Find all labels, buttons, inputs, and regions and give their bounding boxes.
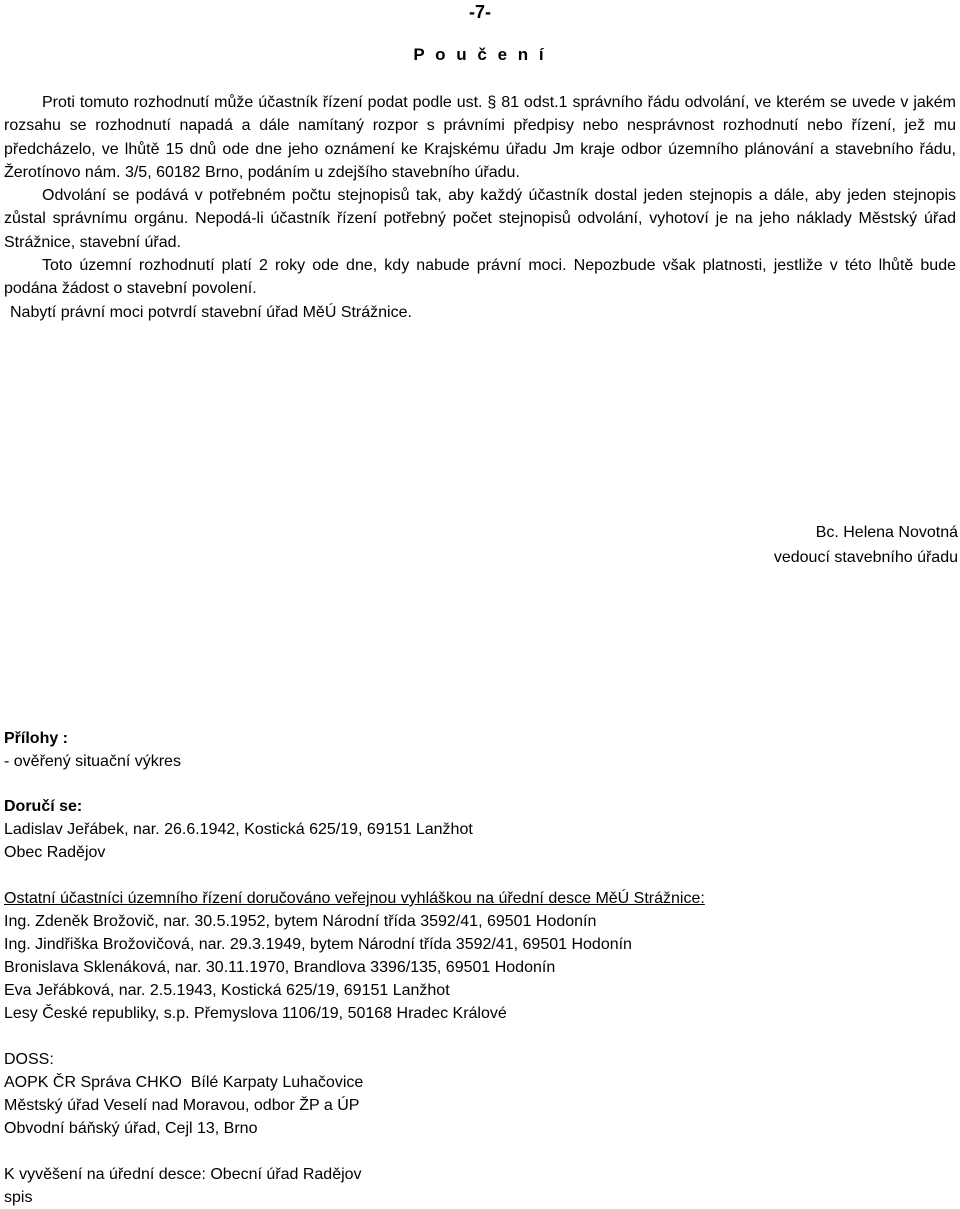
doss-item: Obvodní báňský úřad, Cejl 13, Brno [4,1120,258,1137]
posting-note: K vyvěšení na úřední desce: Obecní úřad Radějov [4,1166,362,1183]
doss-heading: DOSS: [4,1051,54,1068]
participant-item: Ing. Zdeněk Brožovič, nar. 30.5.1952, bytem Národní třída 3592/41, 69501 Hodonín [4,913,597,930]
recipient-item: Obec Radějov [4,844,106,861]
other-participants-heading: Ostatní účastníci územního řízení doručováno veřejnou vyhláškou na úřední desce MěÚ Strážnice: [4,890,705,907]
doss-item: Městský úřad Veselí nad Moravou, odbor ŽP a ÚP [4,1097,360,1114]
doss-item: AOPK ČR Správa CHKO Bílé Karpaty Luhačovice [4,1074,364,1091]
participant-item: Eva Jeřábková, nar. 2.5.1943, Kostická 625/19, 69151 Lanžhot [4,982,450,999]
delivery-heading: Doručí se: [4,798,83,815]
attachment-item: - ověřený situační výkres [4,753,181,770]
participant-item: Lesy České republiky, s.p. Přemyslova 1106/19, 50168 Hradec Králové [4,1005,507,1022]
signature-block [774,520,958,570]
participant-item: Bronislava Sklenáková, nar. 30.11.1970, Brandlova 3396/135, 69501 Hodonín [4,959,556,976]
section-title: P o u č e n í [413,45,547,64]
distribution-section [4,727,944,1209]
copies-paragraph: Odvolání se podává v potřebném počtu stejnopisů tak, aby každý účastník dostal jeden stejnopis a dále, aby jeden stejnopis zůstal správnímu orgánu. Nepodá-li účastník řízení potřebný počet stejnopisů odvolání, vyhotoví je na jeho náklady Městský úřad Strážnice, stavební úřad. [4,187,956,251]
attachments-heading: Přílohy : [4,730,69,747]
page-number: -7- [469,2,491,22]
validity-paragraph: Toto územní rozhodnutí platí 2 roky ode dne, kdy nabude právní moci. Nepozbude však platnosti, jestliže v této lhůtě bude podána žádost o stavební povolení. [4,257,956,298]
appeal-paragraph: Proti tomuto rozhodnutí může účastník řízení podat podle ust. § 81 odst.1 správního řádu odvolání, ve kterém se uvede v jakém rozsahu se rozhodnutí napadá a dále namítaný rozpor s právními předpisy nebo nesprávnost rozhodnutí nebo řízení, jež mu předcházelo, ve lhůtě 15 dnů ode dne jeho oznámení ke Krajskému úřadu Jm kraje odbor územního plánování a stavebního řádu, Žerotínovo nám. 3/5, 60182 Brno, podáním u zdejšího stavebního úřadu. [4,94,956,181]
file-note: spis [4,1189,33,1206]
participant-item: Ing. Jindřiška Brožovičová, nar. 29.3.1949, bytem Národní třída 3592/41, 69501 Hodonín [4,936,632,953]
legal-force-paragraph: Nabytí právní moci potvrdí stavební úřad MěÚ Strážnice. [10,303,412,321]
signatory-role: vedoucí stavebního úřadu [773,549,958,566]
signatory-name: Bc. Helena Novotná [815,524,958,541]
recipient-item: Ladislav Jeřábek, nar. 26.6.1942, Kostická 625/19, 69151 Lanžhot [4,821,473,838]
instructions-text [4,91,956,324]
